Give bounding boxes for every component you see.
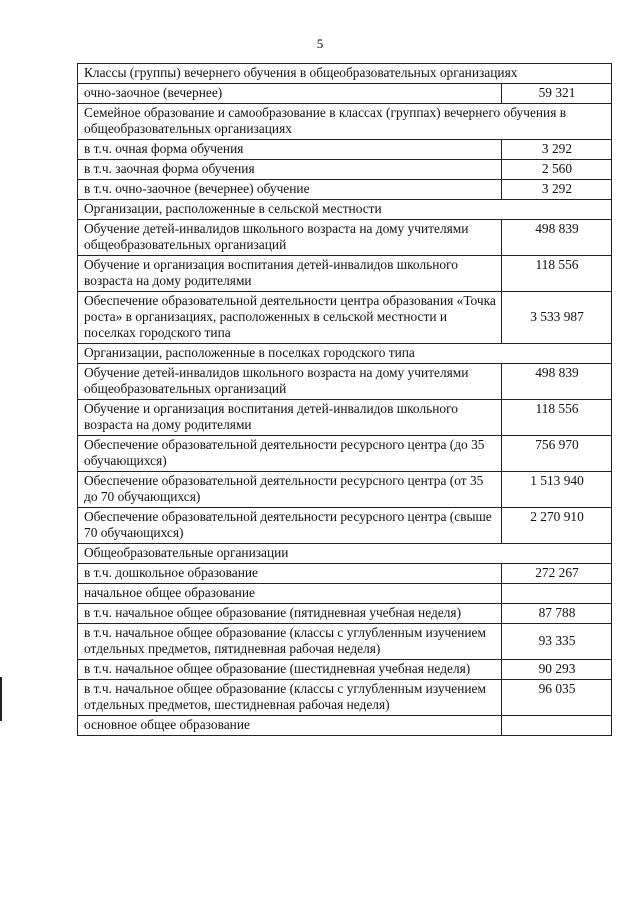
row-value: 272 267 <box>502 564 612 584</box>
row-label: Обеспечение образовательной деятельности ресурсного центра (от 35 до 70 обучающихся) <box>78 472 502 508</box>
section-heading: Классы (группы) вечернего обучения в общеобразовательных организациях <box>78 64 612 84</box>
table-row <box>78 140 612 160</box>
row-value: 3 292 <box>502 140 612 160</box>
row-value: 90 293 <box>502 660 612 680</box>
row-label: в т.ч. начальное общее образование (классы с углубленным изучением отдельных предметов, пятидневная рабочая неделя) <box>78 624 502 660</box>
table-row <box>78 364 612 400</box>
table-row <box>78 660 612 680</box>
margin-mark <box>0 677 2 721</box>
table-row <box>78 604 612 624</box>
table-row <box>78 564 612 584</box>
row-label: в т.ч. очно-заочное (вечернее) обучение <box>78 180 502 200</box>
row-label: в т.ч. заочная форма обучения <box>78 160 502 180</box>
funding-table <box>77 63 612 736</box>
row-label: в т.ч. начальное общее образование (классы с углубленным изучением отдельных предметов, шестидневная рабочая неделя) <box>78 680 502 716</box>
section-row <box>78 200 612 220</box>
row-label: Обеспечение образовательной деятельности ресурсного центра (до 35 обучающихся) <box>78 436 502 472</box>
table-row <box>78 624 612 660</box>
row-value <box>502 584 612 604</box>
row-label: начальное общее образование <box>78 584 502 604</box>
row-label: основное общее образование <box>78 716 502 736</box>
section-heading: Семейное образование и самообразование в классах (группах) вечернего обучения в общеобразовательных организациях <box>78 104 612 140</box>
table-row <box>78 508 612 544</box>
row-value: 3 533 987 <box>502 292 612 344</box>
table-row <box>78 716 612 736</box>
page-number: 5 <box>316 36 324 51</box>
table-row <box>78 472 612 508</box>
row-label: Обучение детей-инвалидов школьного возраста на дому учителями общеобразовательных организаций <box>78 364 502 400</box>
row-label: в т.ч. очная форма обучения <box>78 140 502 160</box>
row-value: 756 970 <box>502 436 612 472</box>
row-value: 93 335 <box>502 624 612 660</box>
row-value: 3 292 <box>502 180 612 200</box>
table-row <box>78 584 612 604</box>
section-row <box>78 544 612 564</box>
table-row <box>78 84 612 104</box>
row-label: в т.ч. начальное общее образование (шестидневная учебная неделя) <box>78 660 502 680</box>
row-label: Обучение и организация воспитания детей-инвалидов школьного возраста на дому родителями <box>78 400 502 436</box>
table-row <box>78 256 612 292</box>
row-value: 118 556 <box>502 400 612 436</box>
row-value: 1 513 940 <box>502 472 612 508</box>
row-label: Обучение детей-инвалидов школьного возраста на дому учителями общеобразовательных организаций <box>78 220 502 256</box>
row-label: Обеспечение образовательной деятельности центра образования «Точка роста» в организациях, расположенных в сельской местности и поселках городского типа <box>78 292 502 344</box>
table-body <box>78 64 612 736</box>
row-value: 96 035 <box>502 680 612 716</box>
row-value: 87 788 <box>502 604 612 624</box>
row-value: 59 321 <box>502 84 612 104</box>
row-value: 2 270 910 <box>502 508 612 544</box>
row-value: 498 839 <box>502 364 612 400</box>
table-row <box>78 220 612 256</box>
row-label: в т.ч. начальное общее образование (пятидневная учебная неделя) <box>78 604 502 624</box>
row-value: 118 556 <box>502 256 612 292</box>
row-label: очно-заочное (вечернее) <box>78 84 502 104</box>
row-label: Обеспечение образовательной деятельности ресурсного центра (свыше 70 обучающихся) <box>78 508 502 544</box>
row-value: 498 839 <box>502 220 612 256</box>
table-row <box>78 180 612 200</box>
section-heading: Общеобразовательные организации <box>78 544 612 564</box>
section-row <box>78 344 612 364</box>
section-heading: Организации, расположенные в сельской местности <box>78 200 612 220</box>
table-row <box>78 680 612 716</box>
table-row <box>78 292 612 344</box>
section-row <box>78 104 612 140</box>
table-row <box>78 400 612 436</box>
table-row <box>78 160 612 180</box>
table-row <box>78 436 612 472</box>
row-label: Обучение и организация воспитания детей-инвалидов школьного возраста на дому родителями <box>78 256 502 292</box>
section-row <box>78 64 612 84</box>
section-heading: Организации, расположенные в поселках городского типа <box>78 344 612 364</box>
row-value <box>502 716 612 736</box>
row-label: в т.ч. дошкольное образование <box>78 564 502 584</box>
row-value: 2 560 <box>502 160 612 180</box>
